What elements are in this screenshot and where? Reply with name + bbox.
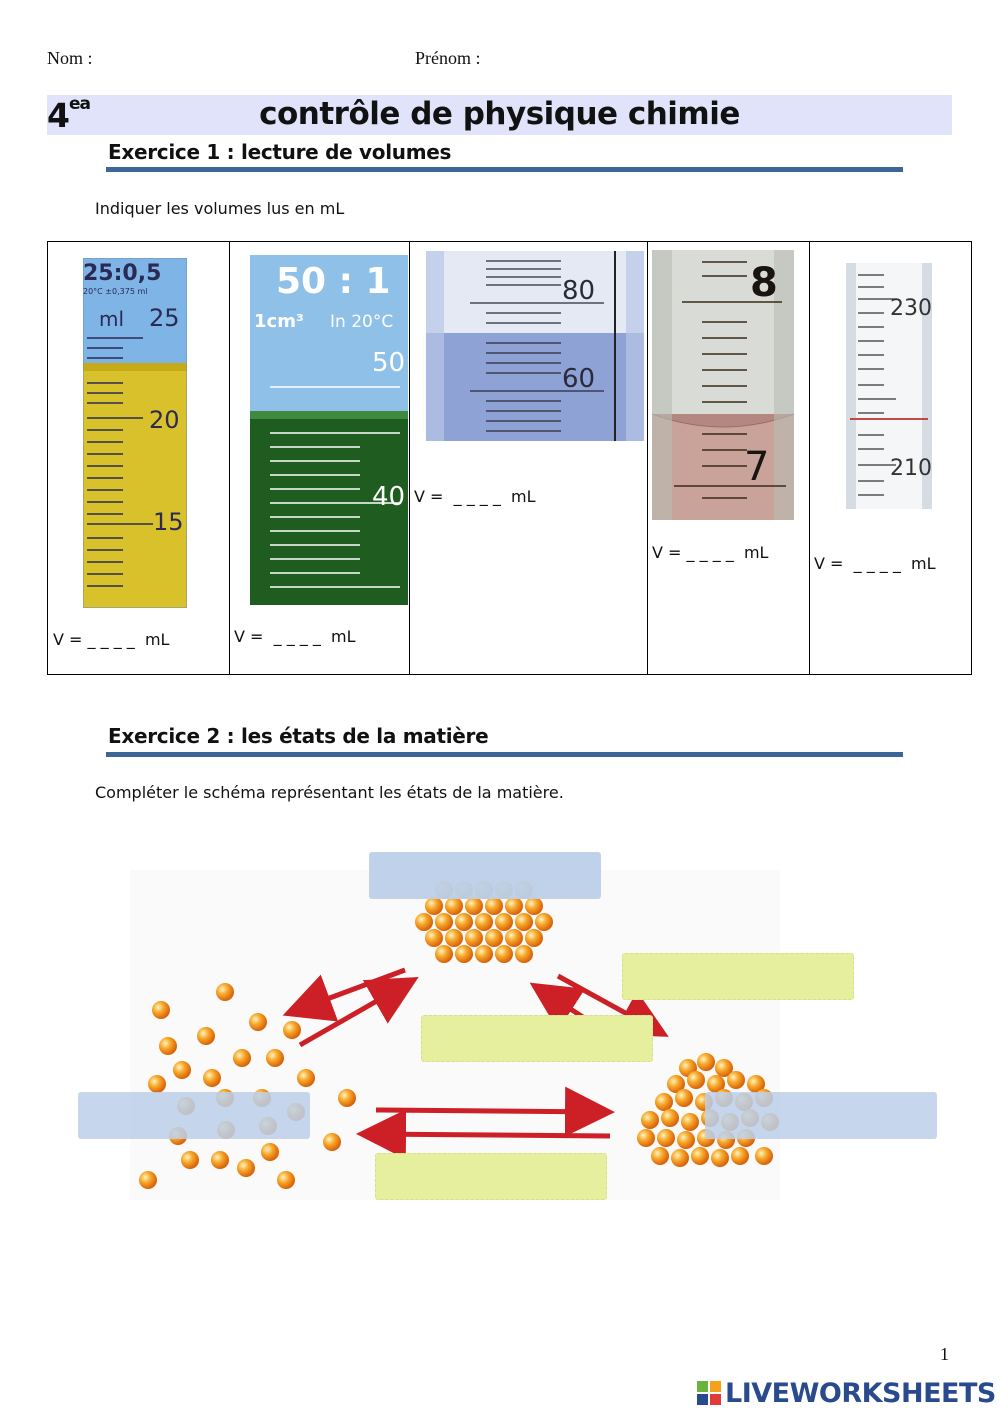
liveworksheets-brand: LIVEWORKSHEETS [725,1377,996,1409]
cyl5-label-210: 210 [890,456,932,481]
cyl2-label-50: 50 [372,348,406,378]
cyl1-label-25: 25 [149,304,180,332]
exercise2-instruction: Compléter le schéma représentant les états de la matière. [95,783,564,802]
cyl2-label-40: 40 [372,482,406,512]
arrow-liquid-to-gas [366,1134,610,1136]
exercise2-title: Exercice 2 : les états de la matière [108,724,489,748]
answer-field-1[interactable]: V = _ _ _ _ mL [53,630,170,649]
transition-box-solid-liquid[interactable] [622,953,854,1000]
answer-field-4[interactable]: V = _ _ _ _ mL [652,543,769,562]
cyl5-label-230: 230 [890,296,932,321]
liveworksheets-logo[interactable] [697,1376,996,1410]
exercise1-title: Exercice 1 : lecture de volumes [108,140,452,164]
cyl2-label-capacity: 50 : 1 [276,261,391,302]
transition-box-gas-solid[interactable] [421,1015,653,1062]
cyl1-small-text: 20°C ±0,375 ml [83,287,148,296]
exercise1-instruction: Indiquer les volumes lus en mL [95,199,345,218]
cyl1-label-unit: ml [99,307,125,331]
nom-label: Nom : [47,48,93,68]
graduated-cylinder-image-5 [846,263,932,509]
answer-field-2[interactable]: V = _ _ _ _ mL [234,627,356,646]
graduated-cylinder-image-1 [83,258,187,608]
state-box-liquid[interactable] [705,1092,937,1139]
cylinder-cell-5 [810,242,972,675]
graduated-cylinder-image-3 [426,251,644,441]
cylinder-cell-1 [48,242,230,675]
cyl3-label-60: 60 [562,364,596,394]
answer-field-3[interactable]: V = _ _ _ _ mL [414,487,536,506]
transition-box-liquid-gas[interactable] [375,1153,607,1200]
arrow-gas-to-liquid [376,1110,605,1112]
graduated-cylinder-image-4 [652,250,794,520]
prenom-label: Prénom : [415,48,481,68]
page-title: contrôle de physique chimie [259,96,740,132]
cyl1-label-15: 15 [153,508,184,536]
cyl4-label-8: 8 [750,260,778,306]
state-box-gas[interactable] [78,1092,310,1139]
cyl3-label-80: 80 [562,276,596,306]
graduated-cylinder-image-2 [250,255,408,605]
liveworksheets-icon [697,1381,721,1405]
cyl2-label-unit: 1cm³ [254,311,304,332]
cylinder-cell-4 [648,242,810,675]
cyl4-label-7: 7 [744,444,770,490]
cylinder-cell-3 [410,242,648,675]
grade-suffix: ea [68,94,90,114]
exercise2-rule [106,752,903,757]
cyl1-label-capacity: 25:0,5 [83,261,162,286]
cyl2-label-temp: In 20°C [330,312,394,332]
exercise1-rule [106,167,903,172]
state-box-solid[interactable] [369,852,601,899]
answer-field-5[interactable]: V = _ _ _ _ mL [814,554,936,573]
volumes-table [47,241,972,675]
cyl1-label-20: 20 [149,406,180,434]
grade-number: 4 [47,96,69,135]
cylinder-cell-2 [230,242,410,675]
page-number: 1 [940,1344,949,1364]
